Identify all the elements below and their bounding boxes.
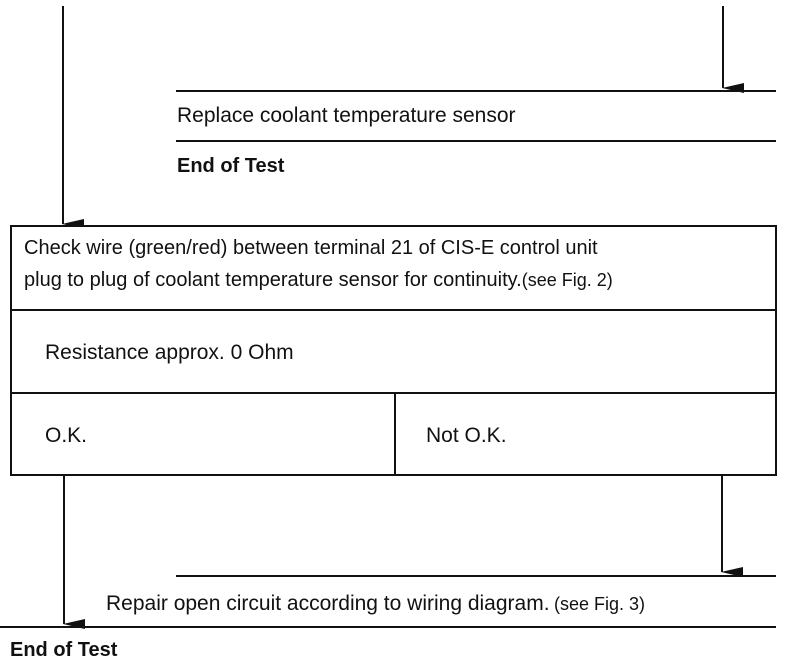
repair-step-text: Repair open circuit according to wiring diagram. xyxy=(106,592,550,615)
end-of-test-top: End of Test xyxy=(177,155,285,177)
check-wire-line2: plug to plug of coolant temperature sensor for continuity. xyxy=(24,269,522,291)
check-wire-line2-row xyxy=(24,269,613,292)
check-wire-line1: Check wire (green/red) between terminal 21 of CIS-E control unit xyxy=(24,237,598,259)
replace-step-text: Replace coolant temperature sensor xyxy=(177,104,516,127)
resistance-condition: Resistance approx. 0 Ohm xyxy=(45,341,294,364)
repair-step-row xyxy=(106,592,645,616)
ok-label: O.K. xyxy=(45,424,88,447)
check-box-divider-1 xyxy=(12,309,775,311)
replace-step-bottom-rule xyxy=(176,140,776,142)
not-ok-label: Not O.K. xyxy=(426,424,507,447)
replace-step-top-rule xyxy=(176,90,776,92)
repair-step-fig-ref: (see Fig. 3) xyxy=(554,594,646,614)
repair-step-top-rule xyxy=(176,575,776,577)
check-wire-fig-ref: (see Fig. 2) xyxy=(521,270,613,290)
check-wire-box xyxy=(10,225,777,476)
repair-step-bottom-rule xyxy=(0,626,776,628)
end-of-test-bottom: End of Test xyxy=(10,639,118,661)
ok-notok-separator xyxy=(394,392,396,476)
